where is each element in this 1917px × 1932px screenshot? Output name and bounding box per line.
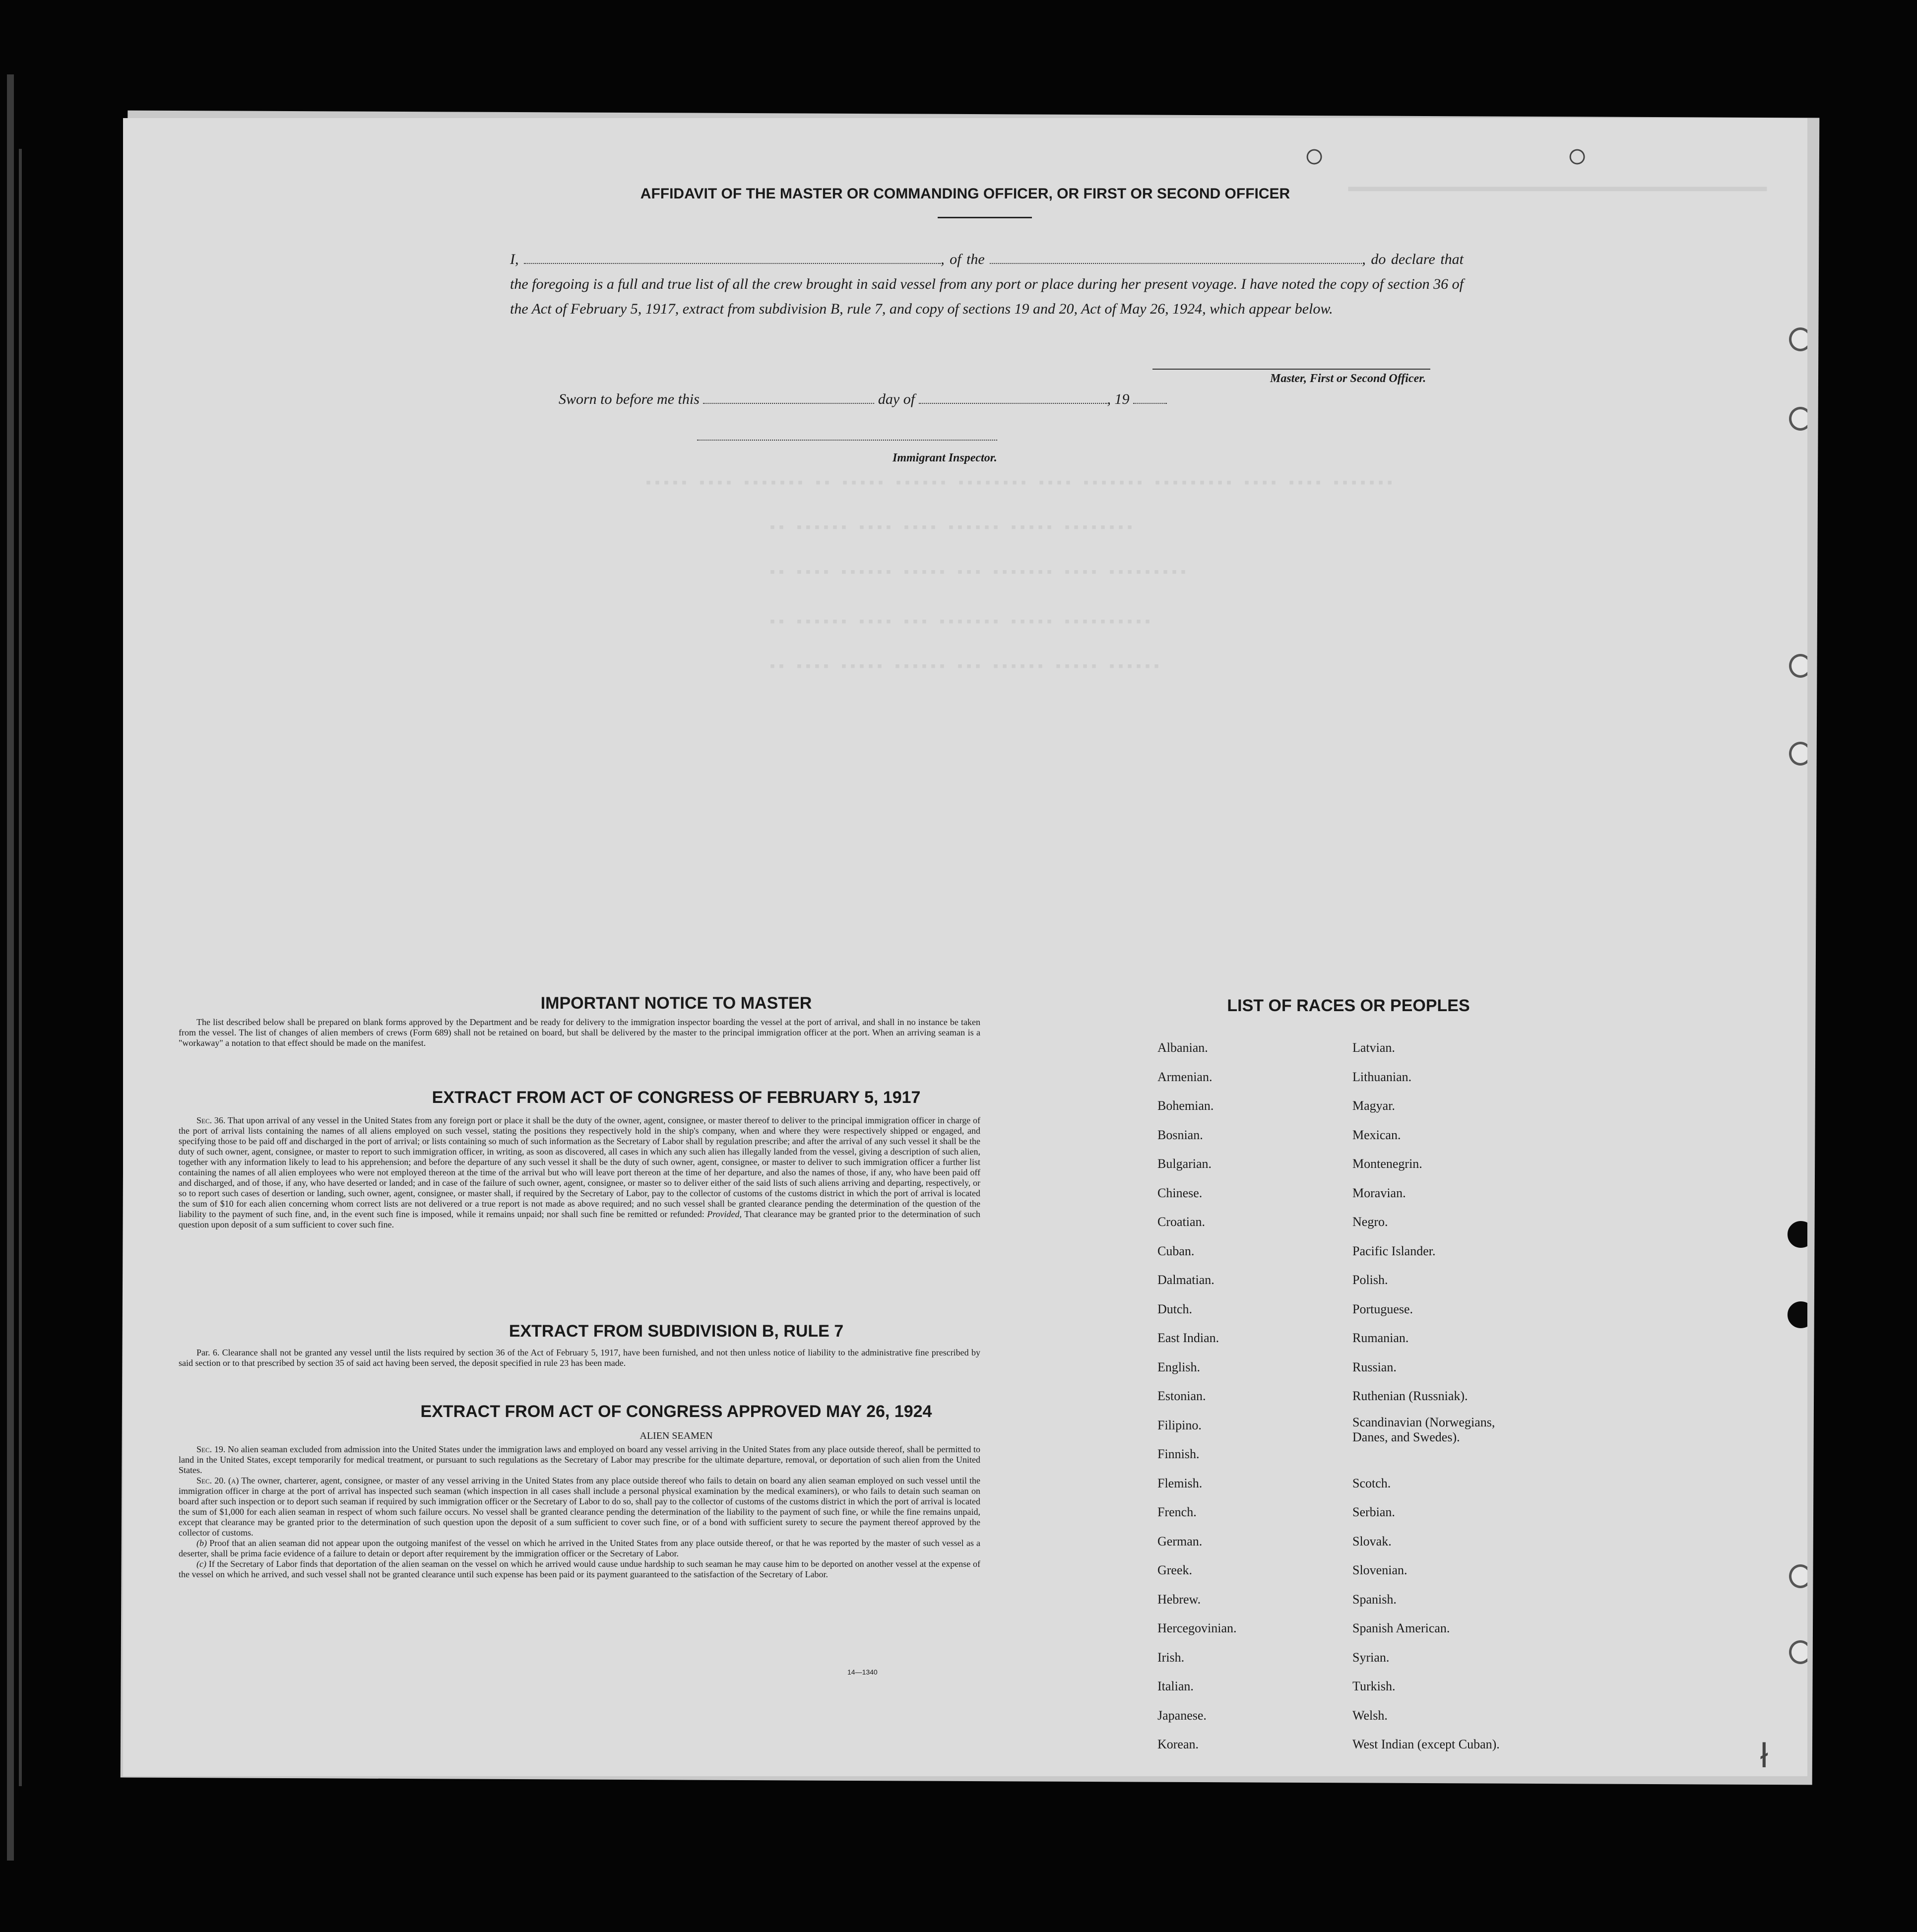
film-edge-left-inner bbox=[19, 149, 22, 1786]
race-item: Syrian. bbox=[1352, 1650, 1390, 1665]
race-item: Pacific Islander. bbox=[1352, 1243, 1436, 1258]
race-item: Bulgarian. bbox=[1157, 1157, 1212, 1171]
sec-20b-label: (b) bbox=[196, 1538, 207, 1548]
race-item: Bosnian. bbox=[1157, 1127, 1203, 1142]
extract-1924-title: EXTRACT FROM ACT OF CONGRESS APPROVED MAY 26, 1924 bbox=[420, 1402, 932, 1421]
sec-36-text: That upon arrival of any vessel in the United States from any foreign port or place it shall be the duty of the owner, agent, consignee, or master thereof to deliver to the principal immigration officer in charge of the port of arrival lists containing the names of all aliens employed on such vessel, stating the positions they respectively hold in the ship's company, when and where they were respectively shipped or engaged, and specifying those to be paid off and discharged in the port of arrival; or lists containing so much of such information as the Secretary of Labor shall by regulation prescribe; and after the arrival of any such vessel it shall be the duty of such owner, agent, consignee, or master to report to such immigration officer, in writing, as soon as discovered, all cases in which any such alien has illegally landed from the vessel, giving a description of such alien, together with any information likely to lead to his apprehension; and before the departure of any such vessel it shall be the duty of such owner, agent, consignee, or master to deliver to such immigration officer a further list containing the names of all alien employees who were not employed thereon at the time of the arrival but who will leave port thereon at the time of her departure, and also the names of those, if any, who have been paid off and discharged, and of those, if any, who have deserted or landed; and in case of the failure of such owner, agent, consignee, or master so to deliver either of the said lists of such aliens arriving and departing, respectively, or so to report such cases of desertion or landing, such owner, agent, consignee, or master shall, if required by the Secretary of Labor, pay to the collector of customs of the customs district in which the port of arrival is located the sum of $10 for each alien concerning whom correct lists are not delivered or a true report is not made as above required; and no such vessel shall be granted clearance pending the determination of the question of the liability to the payment of such fine, and, in the event such fine is imposed, while it remains unpaid; nor shall such fine be remitted or refunded: bbox=[179, 1115, 980, 1219]
vessel-field[interactable] bbox=[990, 250, 1362, 264]
race-item: Scandinavian (Norwegians, Danes, and Swedes). bbox=[1352, 1415, 1495, 1444]
race-item: Lithuanian. bbox=[1352, 1069, 1412, 1084]
race-item: Spanish. bbox=[1352, 1592, 1397, 1607]
sec-20a-label: Sec. 20. (a) bbox=[196, 1476, 239, 1485]
sec-36-label: Sec. 36. bbox=[196, 1115, 226, 1125]
affidavit-i-label: I, bbox=[510, 251, 519, 267]
affidavit-statement bbox=[510, 247, 1464, 322]
pencil-mark-circle: ○ bbox=[1304, 136, 1325, 175]
race-item: Polish. bbox=[1352, 1273, 1388, 1287]
sec-19 bbox=[179, 1444, 980, 1476]
sworn-day-label: day of bbox=[878, 391, 915, 407]
race-item: Welsh. bbox=[1352, 1708, 1388, 1723]
race-item: Flemish. bbox=[1157, 1476, 1203, 1490]
race-item: Finnish. bbox=[1157, 1447, 1200, 1461]
race-item: Hercegovinian. bbox=[1157, 1621, 1237, 1635]
affidavit-body-text: that the foregoing is a full and true list of all the crew brought in said vessel from any port or place during her present voyage. I have noted the copy of section 36 of the Act of February 5, 1917, extract from subdivision B, rule 7, and copy of sections 19 and 20, Act of May 26, 1924, which appear below. bbox=[510, 251, 1464, 317]
sec-20c-text: If the Secretary of Labor finds that deportation of the alien seaman on the vessel on which he arrived would cause undue hardship to such seaman he may cause him to be deported on another vessel at the expense of the vessel on which he arrived, and such vessel shall not be granted clearance until such expense has been paid or its payment guaranteed to the satisfaction of the Secretary of Labor. bbox=[179, 1559, 980, 1579]
bleed-through: ▔▔▔▔▔▔▔▔▔▔▔▔▔▔▔▔▔▔▔▔▔▔▔▔▔ ▪▪▪▪▪ ▪▪▪▪ ▪▪▪▪▪▪▪ ▪▪ ▪▪▪▪▪ ▪▪▪▪▪▪ ▪▪▪▪▪▪▪▪ ▪▪▪▪ ▪▪▪▪▪▪▪ ▪▪▪▪▪▪▪▪▪ ▪▪▪▪ ▪▪▪▪ ▪▪▪▪▪▪▪ ▪▪ ▪▪▪▪▪▪ ▪▪▪▪ ▪▪▪▪ ▪▪▪▪▪▪ ▪▪▪▪▪ ▪▪▪▪▪▪▪▪ ▪▪ ▪▪▪▪ ▪▪▪▪▪▪ ▪▪▪▪▪ ▪▪▪ ▪▪▪▪▪▪▪ ▪▪▪▪ ▪▪▪▪▪▪▪▪▪ ▪▪ ▪▪▪▪▪▪ ▪▪▪▪ ▪▪▪ ▪▪▪▪▪▪▪ ▪▪▪▪▪ ▪▪▪▪▪▪▪▪▪▪ ▪▪ ▪▪▪▪ ▪▪▪▪▪ ▪▪▪▪▪▪ ▪▪▪ ▪▪▪▪▪▪ ▪▪▪▪▪ ▪▪▪▪▪▪ bbox=[644, 190, 1767, 676]
sec-20c-label: (c) bbox=[196, 1559, 206, 1569]
document-page bbox=[123, 118, 1807, 1776]
sec-20c bbox=[179, 1559, 980, 1580]
sec-19-text: No alien seaman excluded from admission into the United States under the immigration laws and employed on board any vessel arriving in the United States from any place outside thereof, shall be permitted to land in the United States, except temporarily for medical treatment, or pursuant to such regulations as the Secretary of Labor may prescribe for the ultimate departure, removal, or deportation of such alien from the United States. bbox=[179, 1444, 981, 1475]
race-item: Slovenian. bbox=[1352, 1563, 1407, 1577]
proviso-text: That clearance may be granted prior to the determination of such question upon deposit of a sum sufficient to cover such fine. bbox=[179, 1209, 980, 1229]
sworn-date-field[interactable] bbox=[703, 390, 874, 404]
race-item: Croatian. bbox=[1157, 1215, 1206, 1229]
race-item: Irish. bbox=[1157, 1650, 1185, 1665]
race-item: Bohemian. bbox=[1157, 1098, 1214, 1113]
races-title: LIST OF RACES OR PEOPLES bbox=[1227, 996, 1470, 1015]
notice-text: The list described below shall be prepared on blank forms approved by the Department and be ready for delivery to the immigration inspector boarding the vessel at the port of arrival, and shall in no instance be taken from the vessel. The list of changes of alien members of crews (Form 689) shall not be retained on board, but shall be delivered by the master to the principal immigration officer at the port. When an arriving seaman is a "workaway" a notation to that effect should be made on the manifest. bbox=[179, 1017, 980, 1048]
extract-1924-text bbox=[179, 1444, 980, 1580]
master-signature-label: Master, First or Second Officer. bbox=[1270, 372, 1426, 385]
race-item: Spanish American. bbox=[1352, 1621, 1450, 1635]
race-item: Chinese. bbox=[1157, 1185, 1203, 1200]
race-item: Korean. bbox=[1157, 1737, 1199, 1751]
master-signature-line[interactable] bbox=[1152, 369, 1430, 370]
sworn-statement bbox=[559, 390, 1167, 408]
do-declare-label: , do declare bbox=[1362, 251, 1435, 267]
race-item: Ruthenian (Russniak). bbox=[1352, 1389, 1468, 1403]
alien-seamen-subtitle: ALIEN SEAMEN bbox=[639, 1430, 713, 1441]
inspector-label: Immigrant Inspector. bbox=[893, 451, 997, 464]
race-item: Russian. bbox=[1352, 1359, 1397, 1374]
race-item: Latvian. bbox=[1352, 1040, 1395, 1055]
race-item: Dalmatian. bbox=[1157, 1273, 1214, 1287]
sworn-year-label: , 19 bbox=[1107, 391, 1130, 407]
sec-20a bbox=[179, 1476, 980, 1538]
proviso-label: Provided, bbox=[707, 1209, 742, 1219]
race-item: Estonian. bbox=[1157, 1389, 1206, 1403]
race-item: Negro. bbox=[1352, 1215, 1388, 1229]
name-field[interactable] bbox=[524, 250, 941, 264]
race-item: Filipino. bbox=[1157, 1417, 1202, 1432]
races-left-column bbox=[1157, 1033, 1237, 1759]
race-item: Turkish. bbox=[1352, 1679, 1396, 1693]
race-item: Hebrew. bbox=[1157, 1592, 1201, 1607]
extract-1917-title: EXTRACT FROM ACT OF CONGRESS OF FEBRUARY 5, 1917 bbox=[432, 1088, 921, 1107]
extract-rule7-title: EXTRACT FROM SUBDIVISION B, RULE 7 bbox=[509, 1322, 844, 1341]
film-edge-left bbox=[7, 74, 14, 1861]
extract-1917-text bbox=[179, 1115, 980, 1230]
sec-20b bbox=[179, 1538, 980, 1559]
race-item: English. bbox=[1157, 1359, 1200, 1374]
sworn-month-field[interactable] bbox=[919, 390, 1107, 404]
race-item: Rumanian. bbox=[1352, 1331, 1409, 1345]
notice-title: IMPORTANT NOTICE TO MASTER bbox=[540, 994, 812, 1013]
title-rule bbox=[938, 217, 1032, 218]
affidavit-title: AFFIDAVIT OF THE MASTER OR COMMANDING OFFICER, OR FIRST OR SECOND OFFICER bbox=[640, 186, 1290, 202]
race-item: East Indian. bbox=[1157, 1331, 1219, 1345]
of-the-label: , of the bbox=[941, 251, 985, 267]
pencil-mark-stroke: ł bbox=[1760, 1736, 1768, 1775]
race-item: Montenegrin. bbox=[1352, 1157, 1422, 1171]
race-item: Dutch. bbox=[1157, 1301, 1193, 1316]
race-item: French. bbox=[1157, 1505, 1197, 1519]
form-number: 14—1340 bbox=[847, 1668, 878, 1676]
race-item: Japanese. bbox=[1157, 1708, 1207, 1723]
race-item: Armenian. bbox=[1157, 1069, 1213, 1084]
sworn-prefix: Sworn to before me this bbox=[559, 391, 700, 407]
sec-20a-text: The owner, charterer, agent, consignee, or master of any vessel arriving in the United States from any place outside thereof who fails to detain on board any alien seaman employed on such vessel until the immigration officer in charge at the port of arrival has inspected such seaman (which inspection in all cases shall include a personal physical examination by the medical examiners), or who fails to detain such seaman on board after such inspection or to deport such seaman if required by such immigration officer or the Secretary of Labor to do so, shall pay to the collector of customs of the customs district in which the port of arrival is located the sum of $1,000 for each alien seaman in respect of whom such failure occurs. No vessel shall be granted clearance pending the determination of the liability to the payment of such fine, or while the fine remains unpaid, except that clearance may be granted prior to the determination of such question upon the deposit of a sum sufficient to cover such fine, or of a bond with sufficient surety to secure the payment thereof approved by the collector of customs. bbox=[179, 1476, 980, 1538]
race-item: Moravian. bbox=[1352, 1185, 1406, 1200]
sworn-year-field[interactable] bbox=[1133, 390, 1167, 404]
extract-rule7-text: Par. 6. Clearance shall not be granted any vessel until the lists required by section 36 of the Act of February 5, 1917, have been furnished, and not then unless notice of liability to the administrative fine prescribed by said section or to that prescribed by section 35 of said act having been served, the deposit specified in rule 23 has been made. bbox=[179, 1348, 980, 1368]
races-right-column bbox=[1352, 1033, 1531, 1759]
sec-20b-text: Proof that an alien seaman did not appear upon the outgoing manifest of the vessel on which he arrived in the United States from any place outside thereof, or that he was reported by the master of such vessel as a deserter, shall be prima facie evidence of a failure to detain or deport after requirement by the immigration officer or the Secretary of Labor. bbox=[179, 1538, 981, 1558]
race-item: Albanian. bbox=[1157, 1040, 1208, 1055]
race-item: Italian. bbox=[1157, 1679, 1194, 1693]
race-item: Mexican. bbox=[1352, 1127, 1401, 1142]
race-item: Scotch. bbox=[1352, 1476, 1391, 1490]
inspector-signature-line[interactable] bbox=[697, 440, 997, 441]
race-item: Portuguese. bbox=[1352, 1301, 1413, 1316]
race-item: Serbian. bbox=[1352, 1505, 1395, 1519]
race-item: West Indian (except Cuban). bbox=[1352, 1737, 1500, 1751]
race-item: German. bbox=[1157, 1534, 1203, 1548]
race-item: Magyar. bbox=[1352, 1098, 1395, 1113]
sec-19-label: Sec. 19. bbox=[196, 1444, 226, 1454]
race-item: Cuban. bbox=[1157, 1243, 1195, 1258]
race-item: Slovak. bbox=[1352, 1534, 1392, 1548]
pencil-mark-circle: ○ bbox=[1567, 136, 1588, 175]
race-item: Greek. bbox=[1157, 1563, 1193, 1577]
